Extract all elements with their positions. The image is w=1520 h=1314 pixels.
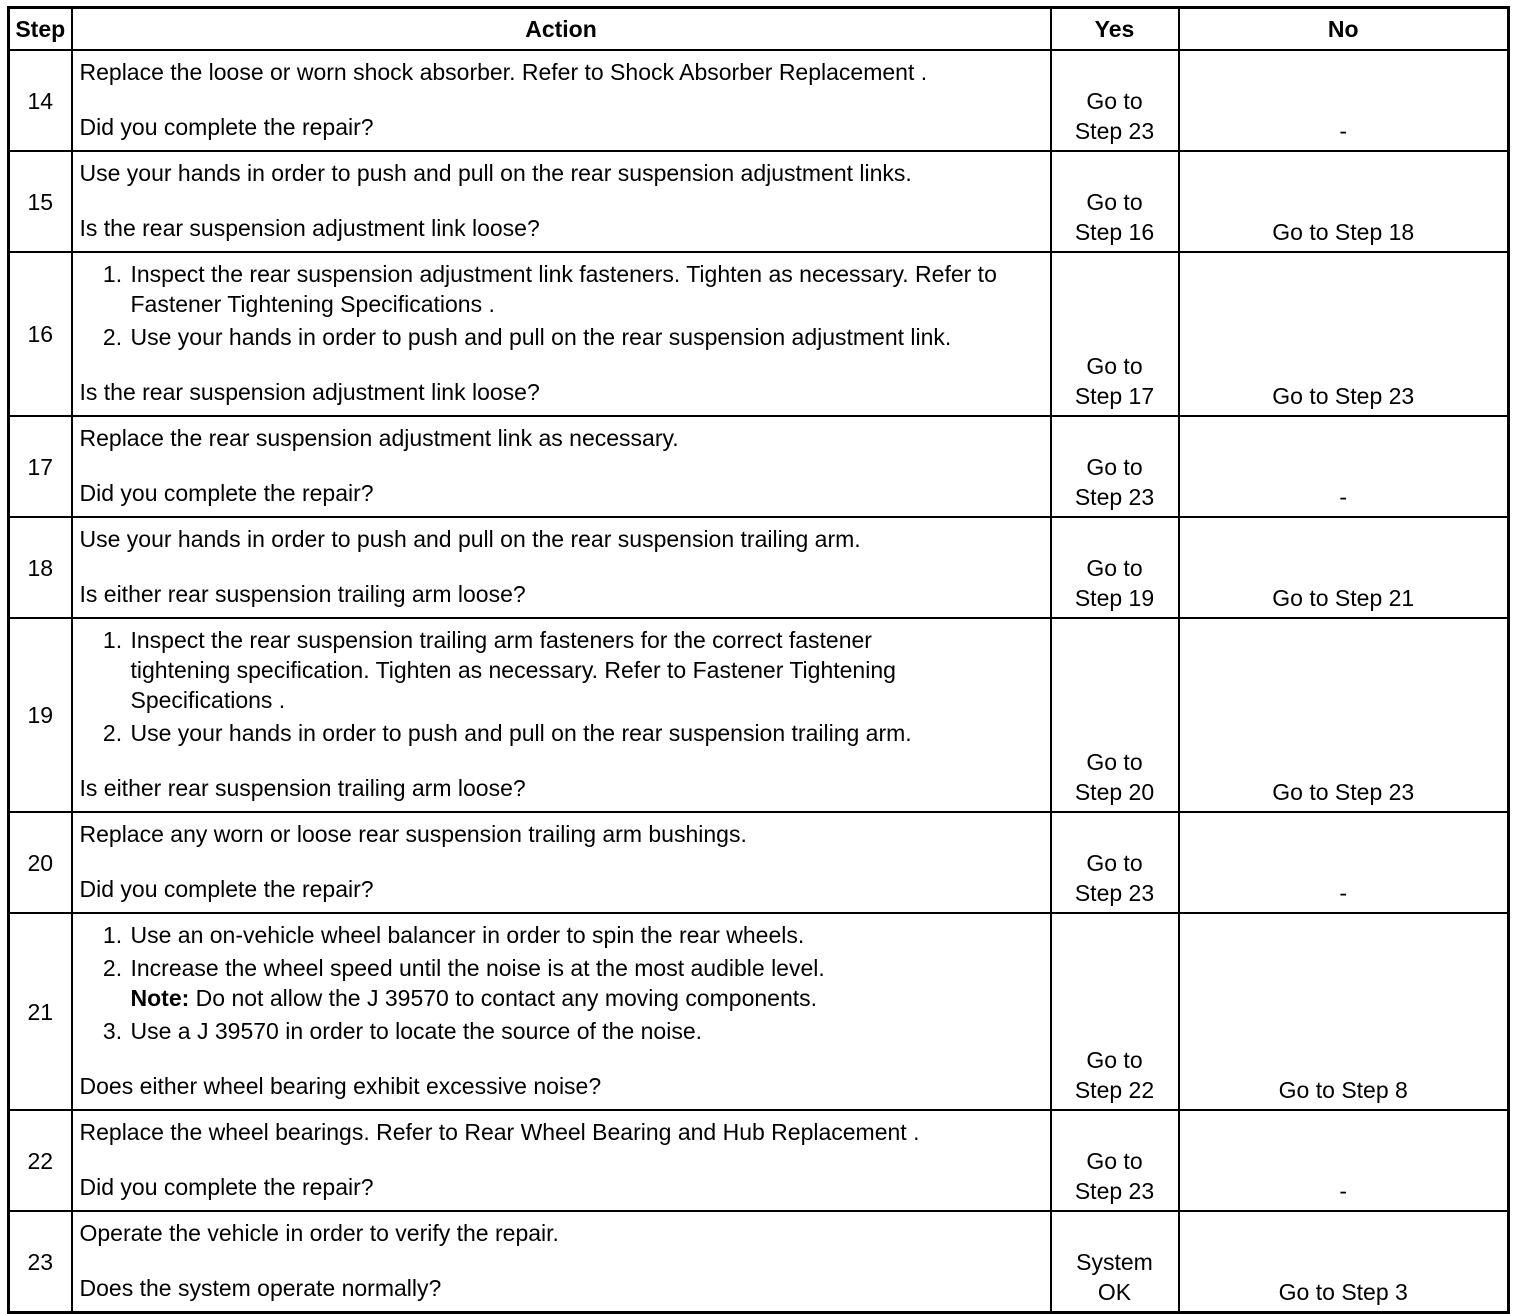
note-label: Note:	[130, 985, 190, 1011]
header-yes: Yes	[1051, 8, 1179, 51]
step-number: 14	[9, 50, 72, 151]
action-text: Use your hands in order to push and pull on the rear suspension trailing arm.	[79, 526, 861, 552]
no-cell: Go to Step 21	[1179, 517, 1509, 618]
yes-cell	[1051, 913, 1179, 1110]
yes-line: System	[1076, 1249, 1153, 1275]
no-cell: -	[1179, 416, 1509, 517]
action-cell	[72, 151, 1051, 252]
list-item: 3. Use a J 39570 in order to locate the source of the noise.	[129, 1016, 1044, 1046]
yes-line: Go to	[1086, 1047, 1143, 1073]
yes-target: Step 23	[1074, 1178, 1155, 1204]
no-cell: -	[1179, 812, 1509, 913]
step-number: 19	[9, 618, 72, 812]
yes-cell	[1051, 50, 1179, 151]
action-cell	[72, 416, 1051, 517]
step-number: 22	[9, 1110, 72, 1211]
header-action: Action	[72, 8, 1051, 51]
no-cell: Go to Step 3	[1179, 1211, 1509, 1313]
header-no: No	[1179, 8, 1509, 51]
yes-target: Step 23	[1074, 880, 1155, 906]
action-question: Did you complete the repair?	[79, 114, 374, 140]
table-row	[9, 618, 1509, 812]
action-text: Use your hands in order to push and pull on the rear suspension adjustment links.	[79, 160, 912, 186]
yes-target: Step 23	[1074, 118, 1155, 144]
header-step: Step	[9, 8, 72, 51]
table-row	[9, 1211, 1509, 1313]
action-list	[80, 625, 1044, 748]
action-cell	[72, 618, 1051, 812]
no-cell: Go to Step 18	[1179, 151, 1509, 252]
action-text: Replace the loose or worn shock absorber. Refer to Shock Absorber Replacement .	[79, 59, 928, 85]
note-text: Do not allow the J 39570 to contact any moving components.	[189, 985, 818, 1011]
table-row	[9, 151, 1509, 252]
action-list	[80, 259, 1044, 352]
step-number: 21	[9, 913, 72, 1110]
no-cell: -	[1179, 1110, 1509, 1211]
diagnostic-table	[7, 6, 1510, 1314]
no-cell: Go to Step 8	[1179, 913, 1509, 1110]
action-question: Does either wheel bearing exhibit excessive noise?	[79, 1073, 602, 1099]
yes-target: Step 17	[1074, 383, 1155, 409]
yes-cell	[1051, 416, 1179, 517]
action-cell	[72, 812, 1051, 913]
no-cell: Go to Step 23	[1179, 252, 1509, 416]
action-question: Is the rear suspension adjustment link loose?	[79, 379, 540, 405]
list-item: 2. Use your hands in order to push and pull on the rear suspension trailing arm.	[129, 718, 944, 748]
yes-line: Go to	[1086, 850, 1143, 876]
action-cell	[72, 1211, 1051, 1313]
yes-line: Go to	[1086, 353, 1143, 379]
yes-cell	[1051, 812, 1179, 913]
action-text: Replace any worn or loose rear suspension trailing arm bushings.	[79, 821, 747, 847]
step-number: 16	[9, 252, 72, 416]
table-row	[9, 812, 1509, 913]
no-cell: Go to Step 23	[1179, 618, 1509, 812]
table-row	[9, 50, 1509, 151]
step-number: 17	[9, 416, 72, 517]
action-question: Did you complete the repair?	[79, 876, 374, 902]
table-row	[9, 252, 1509, 416]
yes-cell	[1051, 252, 1179, 416]
yes-line: Go to	[1086, 749, 1143, 775]
yes-target: Step 19	[1074, 585, 1155, 611]
action-text: Replace the rear suspension adjustment link as necessary.	[79, 425, 679, 451]
list-item: 1. Use an on-vehicle wheel balancer in order to spin the rear wheels.	[129, 920, 1044, 950]
step-number: 20	[9, 812, 72, 913]
yes-cell	[1051, 618, 1179, 812]
diagnostic-table-wrapper	[7, 6, 1507, 1314]
yes-cell	[1051, 1211, 1179, 1313]
list-item: 1. Inspect the rear suspension trailing arm fasteners for the correct fastener tightening specification. Tighten as necessary. Refer to Fastener Tightening Specifications .	[129, 625, 944, 715]
yes-line: Go to	[1086, 454, 1143, 480]
action-cell	[72, 252, 1051, 416]
yes-cell	[1051, 151, 1179, 252]
yes-line: Go to	[1086, 88, 1143, 114]
yes-target: Step 22	[1074, 1077, 1155, 1103]
action-question: Is the rear suspension adjustment link loose?	[79, 215, 540, 241]
yes-target: OK	[1097, 1279, 1132, 1305]
action-cell	[72, 517, 1051, 618]
step-number: 18	[9, 517, 72, 618]
action-cell	[72, 50, 1051, 151]
action-question: Does the system operate normally?	[79, 1275, 442, 1301]
list-item: 2. Use your hands in order to push and pull on the rear suspension adjustment link.	[129, 322, 1044, 352]
yes-line: Go to	[1086, 189, 1143, 215]
list-item: 1. Inspect the rear suspension adjustment link fasteners. Tighten as necessary. Refer to Fastener Tightening Specifications .	[129, 259, 1044, 319]
yes-cell	[1051, 1110, 1179, 1211]
step-number: 15	[9, 151, 72, 252]
list-item	[129, 953, 1044, 1013]
table-row	[9, 517, 1509, 618]
yes-target: Step 20	[1074, 779, 1155, 805]
header-row	[9, 8, 1509, 51]
action-question: Is either rear suspension trailing arm loose?	[79, 581, 526, 607]
action-list	[80, 920, 1044, 1046]
action-text: Replace the wheel bearings. Refer to Rear Wheel Bearing and Hub Replacement .	[79, 1119, 920, 1145]
table-row	[9, 416, 1509, 517]
yes-target: Step 16	[1074, 219, 1155, 245]
action-cell	[72, 1110, 1051, 1211]
yes-line: Go to	[1086, 555, 1143, 581]
action-question: Did you complete the repair?	[79, 480, 374, 506]
step-number: 23	[9, 1211, 72, 1313]
action-question: Is either rear suspension trailing arm loose?	[79, 775, 526, 801]
list-item-text: Increase the wheel speed until the noise is at the most audible level.	[130, 955, 825, 981]
table-row	[9, 1110, 1509, 1211]
action-text: Operate the vehicle in order to verify the repair.	[79, 1220, 559, 1246]
action-cell	[72, 913, 1051, 1110]
yes-cell	[1051, 517, 1179, 618]
no-cell: -	[1179, 50, 1509, 151]
table-row	[9, 913, 1509, 1110]
yes-target: Step 23	[1074, 484, 1155, 510]
action-question: Did you complete the repair?	[79, 1174, 374, 1200]
yes-line: Go to	[1086, 1148, 1143, 1174]
